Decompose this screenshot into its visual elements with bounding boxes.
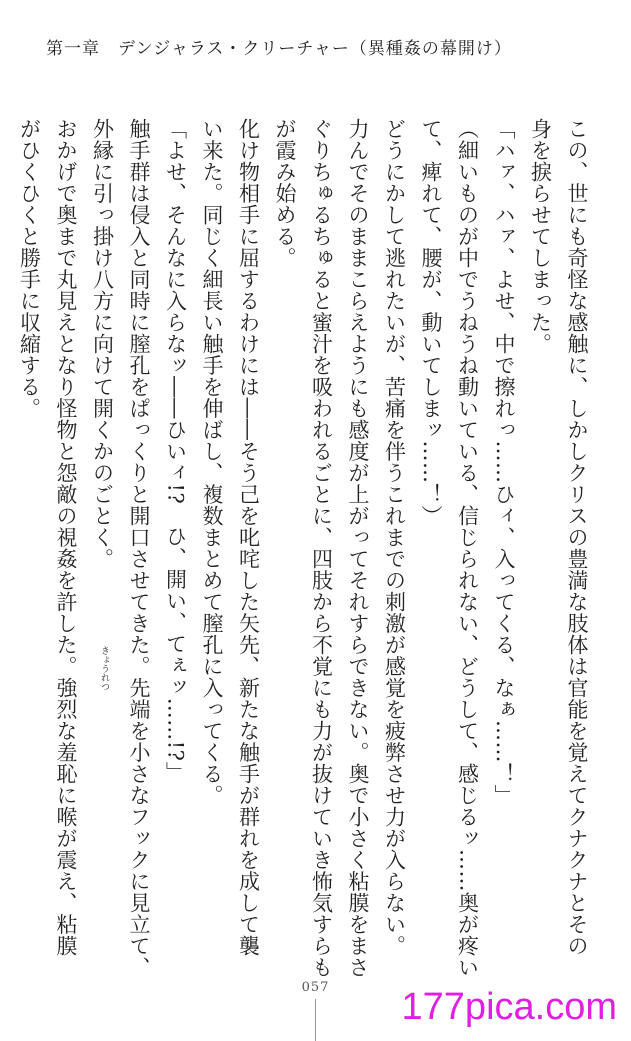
text-line: 「ハァ、ハァ、よせ、中で擦れっ……ひィ、入ってくる、なぁ……！」 [492, 118, 516, 806]
text-line: 「よせ、そんなに入らなッ――ひいィ!? ひ、開い、てぇッ……!?」 [163, 118, 188, 783]
text-line: 身を捩らせてしまった。 [528, 118, 553, 355]
text-line: 力んでそのままこらえようにも感度が上がってそれすらできない。奥で小さく粘膜をまさ [346, 118, 370, 978]
furigana-annotation [80, 646, 110, 691]
text-line: が霞み始める。 [273, 118, 297, 269]
furigana-text: きょうれつ [99, 646, 109, 691]
text-line: い来た。同じく細長い触手を伸ばし、複数まとめて膣孔に入ってくる。 [200, 118, 224, 806]
text-line: 化け物相手に屈するわけには――そう己を叱咤した矢先、新たな触手が群れを成して襲 [236, 118, 261, 957]
footer-rule [315, 999, 316, 1041]
text-line: この、世にも奇怪な感触に、しかしクリスの豊満な肢体は官能を覚えてクナクナとその [565, 118, 589, 957]
text-line: ぐりちゅるちゅると蜜汁を吸われるごとに、四肢から不覚にも力が抜けていき怖気すらも [309, 118, 334, 978]
text-line: て、痺れて、腰が、動いてしまッ……！） [419, 118, 443, 527]
text-line: おかげで奥まで丸見えとなり怪物と怨敵の視姦を許した。強烈な羞恥に喉が震え、粘膜 [54, 118, 78, 957]
text-line: 触手群は侵入と同時に膣孔をぱっくりと開口させてきた。先端を小さなフックに見立て、 [127, 118, 151, 978]
text-line: どうにかして逃れたいが、苦痛を伴うこれまでの刺激が感覚を疲弊させ力が入らない。 [382, 118, 407, 957]
chapter-header: 第一章 デンジャラス・クリーチャー（異種姦の幕開け） [46, 39, 512, 59]
text-line: 外縁に引っ掛け八方に向けて開くかのごとく。 [90, 118, 115, 570]
text-line: がひくひくと勝手に収縮する。 [17, 118, 42, 419]
novel-body-text [17, 118, 595, 978]
text-line: （細いものが中でうねうね動いている、信じられない、どうして、感じるッ……奥が疼い [455, 118, 480, 978]
site-watermark: 177pica.com [401, 986, 617, 1028]
page-number: 057 [301, 980, 330, 995]
